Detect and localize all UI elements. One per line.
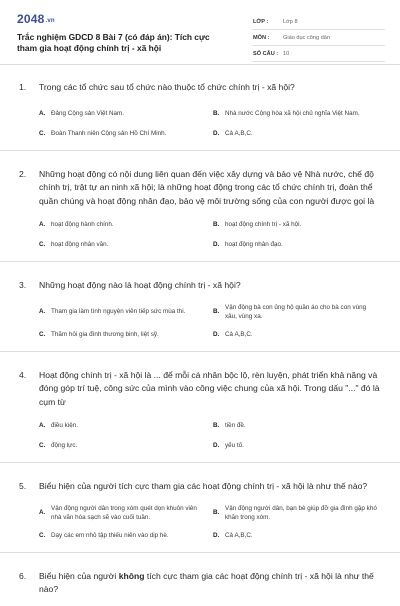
option-letter: D. [213, 241, 220, 249]
option-letter: B. [213, 422, 220, 430]
emphasis-not: không [118, 570, 145, 581]
question-number: 1. [19, 82, 27, 92]
option-c[interactable] [39, 238, 213, 252]
question-2 [0, 151, 400, 263]
option-c[interactable] [39, 529, 213, 543]
option-text: Cả A,B,C. [225, 531, 253, 539]
meta-value: Giáo dục công dân [283, 34, 330, 41]
question-number: 4. [19, 369, 27, 380]
option-text: Cả A,B,C. [225, 129, 253, 137]
option-text: Vận động bà con ủng hộ quần áo cho bà con vùng xâu, vùng xa. [225, 303, 367, 320]
meta-key: MÔN : [253, 34, 270, 41]
question-body: Hoạt động chính trị - xã hội là ... để mỗi cá nhân bộc lộ, rèn luyện, phát triển khả năng và đóng góp trí tuệ, công sức của mình vào công việc chung của xã hội. Trong dấu "..." đó là cụm từ [39, 369, 380, 407]
question-1 [0, 64, 400, 151]
meta-key: LỚP : [253, 18, 269, 25]
question-4 [0, 352, 400, 464]
option-c[interactable] [39, 439, 213, 453]
option-text: điều kiện. [51, 422, 78, 430]
option-d[interactable] [213, 439, 387, 453]
question-list [0, 64, 400, 606]
meta-key: SỐ CÂU : [253, 50, 279, 57]
option-text: yếu tố. [225, 442, 244, 450]
site-logo[interactable]: 2048.vn [17, 12, 55, 26]
question-text [19, 279, 383, 293]
option-letter: B. [213, 109, 220, 117]
option-text: Đảng Cộng sản Việt Nam. [51, 109, 125, 117]
question-number: 6. [19, 570, 27, 581]
option-text: Thăm hỏi gia đình thương binh, liệt sỹ. [51, 330, 159, 338]
option-a[interactable] [39, 107, 213, 121]
question-text [19, 570, 383, 597]
meta-value: Lớp 8 [283, 18, 298, 25]
option-text: Vận động người dân, bạn bè giúp đỡ gia đình gặp khó khăn trong xóm. [225, 504, 377, 521]
option-d[interactable] [213, 529, 387, 543]
option-a[interactable] [39, 218, 213, 232]
meta-row-count [253, 46, 385, 62]
question-5 [0, 463, 400, 553]
question-3 [0, 262, 400, 352]
option-letter: C. [39, 531, 46, 539]
option-letter: D. [213, 442, 220, 450]
question-text [19, 168, 383, 209]
question-text [19, 81, 383, 95]
meta-row-subject [253, 30, 385, 46]
option-text: Dạy các em nhỏ tập thiếu niên vào dịp hè. [51, 531, 169, 539]
option-d[interactable] [213, 238, 387, 252]
question-body: Những hoạt động có nội dung liên quan đến việc xây dựng và bảo vệ Nhà nước, chế độ chính trị, trật tự an ninh xã hội; là những hoạt động trong các tổ chức chính trị, đoàn thể quần chúng và hoạt động nhân đạo, bảo vệ môi trường sống của con người được gọi là [39, 168, 375, 206]
option-letter: D. [213, 129, 220, 137]
option-c[interactable] [39, 328, 213, 342]
options [39, 419, 383, 453]
option-text: tiền đề. [225, 422, 246, 430]
option-text: hoạt động nhân đạo. [225, 241, 283, 249]
meta-table [253, 14, 385, 62]
question-number: 3. [19, 280, 27, 290]
option-d[interactable] [213, 328, 387, 342]
option-letter: A. [39, 422, 46, 430]
question-text [19, 480, 383, 494]
option-text: hoạt động chính trị - xã hội. [225, 221, 302, 229]
question-6 [0, 553, 400, 606]
question-body: Biểu hiện của người không tích cực tham gia các hoạt động chính trị - xã hội là như thế nào? [39, 570, 374, 594]
question-body: Trong các tổ chức sau tổ chức nào thuộc tổ chức chính trị - xã hội? [39, 82, 295, 92]
option-letter: A. [39, 109, 46, 117]
meta-row-class [253, 14, 385, 30]
question-body: Những hoạt động nào là hoạt động chính trị - xã hội? [39, 280, 241, 290]
option-letter: C. [39, 442, 46, 450]
option-letter: C. [39, 330, 46, 338]
option-a[interactable] [39, 419, 213, 433]
option-letter: A. [39, 308, 46, 316]
option-text: Cả A,B,C. [225, 330, 253, 338]
option-text: Nhà nước Cộng hòa xã hội chủ nghĩa Việt Nam. [225, 109, 360, 117]
option-b[interactable] [213, 107, 387, 121]
option-letter: C. [39, 241, 46, 249]
option-letter: B. [213, 509, 220, 517]
question-number: 2. [19, 168, 27, 179]
meta-value: 10 [283, 50, 290, 57]
option-d[interactable] [213, 127, 387, 141]
option-text: Vận động người dân trong xóm quét dọn khuôn viên nhà văn hóa sạch sẽ vào cuối tuần. [51, 504, 197, 521]
options [39, 218, 383, 252]
option-a[interactable] [39, 504, 213, 523]
option-letter: A. [39, 221, 46, 229]
document-title: Trắc nghiệm GDCD 8 Bài 7 (có đáp án): Tích cực tham gia hoạt động chính trị - xã hội [17, 32, 210, 53]
question-text [19, 369, 383, 410]
option-b[interactable] [213, 504, 387, 523]
option-text: Tham gia làm tình nguyện viên tiếp sức mùa thi. [51, 308, 186, 316]
option-c[interactable] [39, 127, 213, 141]
option-text: hoạt động nhân văn. [51, 241, 109, 249]
option-letter: D. [213, 330, 220, 338]
question-body: Biểu hiện của người tích cực tham gia các hoạt động chính trị - xã hội là như thế nào? [39, 481, 368, 491]
option-b[interactable] [213, 419, 387, 433]
option-letter: D. [213, 531, 220, 539]
option-b[interactable] [213, 218, 387, 232]
options [39, 504, 383, 543]
option-a[interactable] [39, 303, 213, 322]
option-text: Đoàn Thanh niên Cộng sản Hồ Chí Minh. [51, 129, 167, 137]
option-text: động lực. [51, 442, 78, 450]
page-header [0, 0, 400, 65]
options [39, 107, 383, 141]
option-letter: B. [213, 221, 220, 229]
option-b[interactable] [213, 303, 387, 322]
option-text: hoạt động hành chính. [51, 221, 114, 229]
option-letter: A. [39, 509, 46, 517]
options [39, 303, 383, 342]
option-letter: C. [39, 129, 46, 137]
option-letter: B. [213, 308, 220, 316]
question-number: 5. [19, 481, 27, 491]
